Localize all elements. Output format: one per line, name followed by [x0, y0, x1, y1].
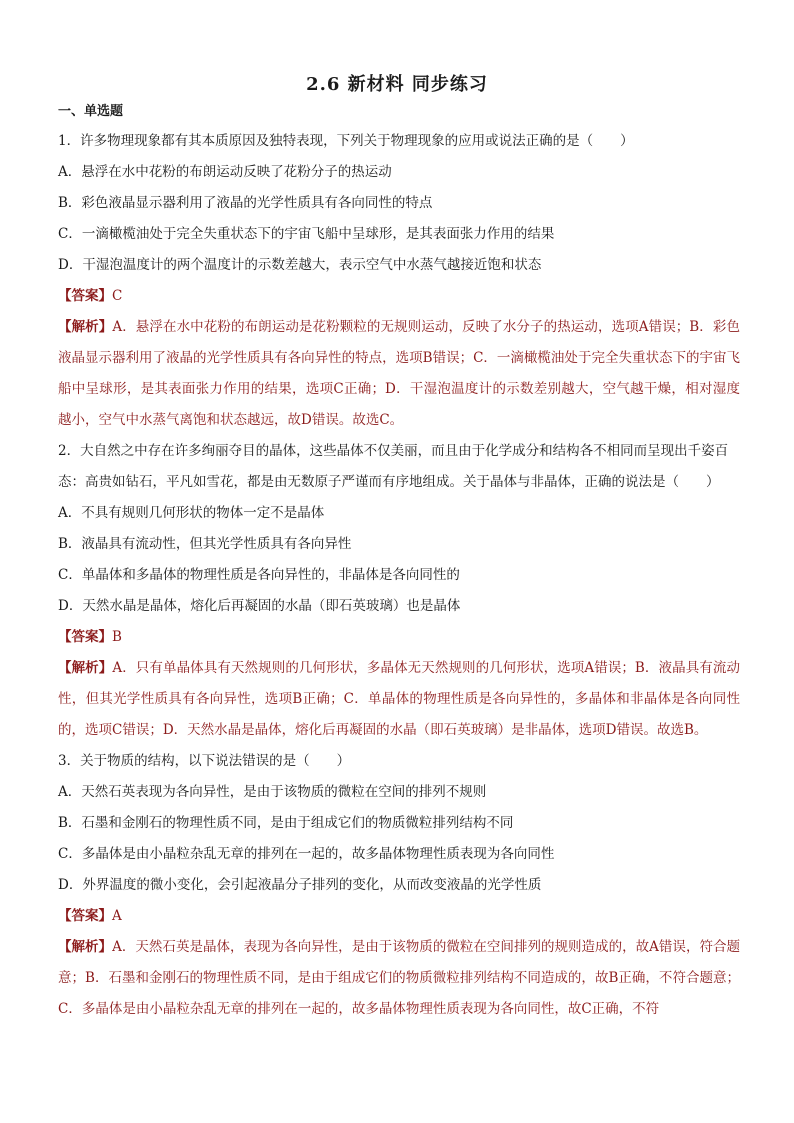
option-a: A．悬浮在水中花粉的布朗运动反映了花粉分子的热运动	[58, 164, 392, 180]
analysis-text: A．只有单晶体具有天然规则的几何形状，多晶体无天然规则的几何形状，选项A错误；B．液晶具有流动性，但其光学性质具有各向异性，选项B正确；C．单晶体的物理性质是各向异性的，多晶体和非晶体是各向同性的，选项C错误；D．天然水晶是晶体，熔化后再凝固的水晶（即石英玻璃）是非晶体，选项D错误。故选B。	[58, 660, 740, 738]
analysis-block	[58, 932, 740, 1025]
option-d: D．天然水晶是晶体，熔化后再凝固的水晶（即石英玻璃）也是晶体	[58, 598, 461, 614]
answer-line	[58, 281, 740, 312]
option-b: B．彩色液晶显示器利用了液晶的光学性质具有各向同性的特点	[58, 195, 433, 211]
option-c: C．单晶体和多晶体的物理性质是各向异性的，非晶体是各向同性的	[58, 567, 460, 583]
question-1	[58, 126, 740, 436]
answer-label: 【答案】	[58, 908, 112, 924]
answer-value: B	[112, 629, 122, 645]
option-c: C．一滴橄榄油处于完全失重状态下的宇宙飞船中呈球形，是其表面张力作用的结果	[58, 226, 555, 242]
answer-value: A	[112, 908, 122, 924]
option-b: B．石墨和金刚石的物理性质不同，是由于组成它们的物质微粒排列结构不同	[58, 815, 514, 831]
document-body	[58, 102, 740, 1025]
question-2	[58, 436, 740, 746]
option-d: D．干湿泡温度计的两个温度计的示数差越大，表示空气中水蒸气越接近饱和状态	[58, 257, 542, 273]
section-heading: 一、单选题	[58, 104, 124, 119]
analysis-label: 【解析】	[58, 660, 113, 676]
question-stem: 3．关于物质的结构，以下说法错误的是（ ）	[58, 753, 351, 769]
question-3	[58, 746, 740, 1025]
option-b: B．液晶具有流动性，但其光学性质具有各向异性	[58, 536, 352, 552]
option-d: D．外界温度的微小变化，会引起液晶分子排列的变化，从而改变液晶的光学性质	[58, 877, 542, 893]
question-stem: 2．大自然之中存在许多绚丽夺目的晶体，这些晶体不仅美丽，而且由于化学成分和结构各不相同而呈现出千姿百态：高贵如钻石，平凡如雪花，都是由无数原子严谨而有序地组成。关于晶体与非晶体，正确的说法是（ ）	[58, 443, 729, 490]
answer-line	[58, 901, 740, 932]
answer-value: C	[112, 288, 123, 304]
option-a: A．天然石英表现为各向异性，是由于该物质的微粒在空间的排列不规则	[58, 784, 487, 800]
answer-line	[58, 622, 740, 653]
option-c: C．多晶体是由小晶粒杂乱无章的排列在一起的，故多晶体物理性质表现为各向同性	[58, 846, 555, 862]
analysis-label: 【解析】	[58, 939, 113, 955]
answer-label: 【答案】	[58, 629, 112, 645]
analysis-block	[58, 653, 740, 746]
page-title: 2.6 新材料 同步练习	[306, 74, 488, 95]
answer-label: 【答案】	[58, 288, 112, 304]
analysis-block	[58, 312, 740, 436]
question-stem: 1．许多物理现象都有其本质原因及独特表现，下列关于物理现象的应用或说法正确的是（ ）	[58, 133, 634, 149]
analysis-text: A．天然石英是晶体，表现为各向异性，是由于该物质的微粒在空间排列的规则造成的，故A错误，符合题意；B．石墨和金刚石的物理性质不同，是由于组成它们的物质微粒排列结构不同造成的，故B正确，不符合题意；C．多晶体是由小晶粒杂乱无章的排列在一起的，故多晶体物理性质表现为各向同性，故C正确，不符	[58, 939, 741, 1017]
analysis-label: 【解析】	[58, 319, 113, 335]
analysis-text: A．悬浮在水中花粉的布朗运动是花粉颗粒的无规则运动，反映了水分子的热运动，选项A错误；B．彩色液晶显示器利用了液晶的光学性质具有各向异性的特点，选项B错误；C．一滴橄榄油处于完全失重状态下的宇宙飞船中呈球形，是其表面张力作用的结果，选项C正确；D．干湿泡温度计的示数差别越大，空气越干燥，相对湿度越小，空气中水蒸气离饱和状态越远，故D错误。故选C。	[58, 319, 740, 428]
option-a: A．不具有规则几何形状的物体一定不是晶体	[58, 505, 325, 521]
